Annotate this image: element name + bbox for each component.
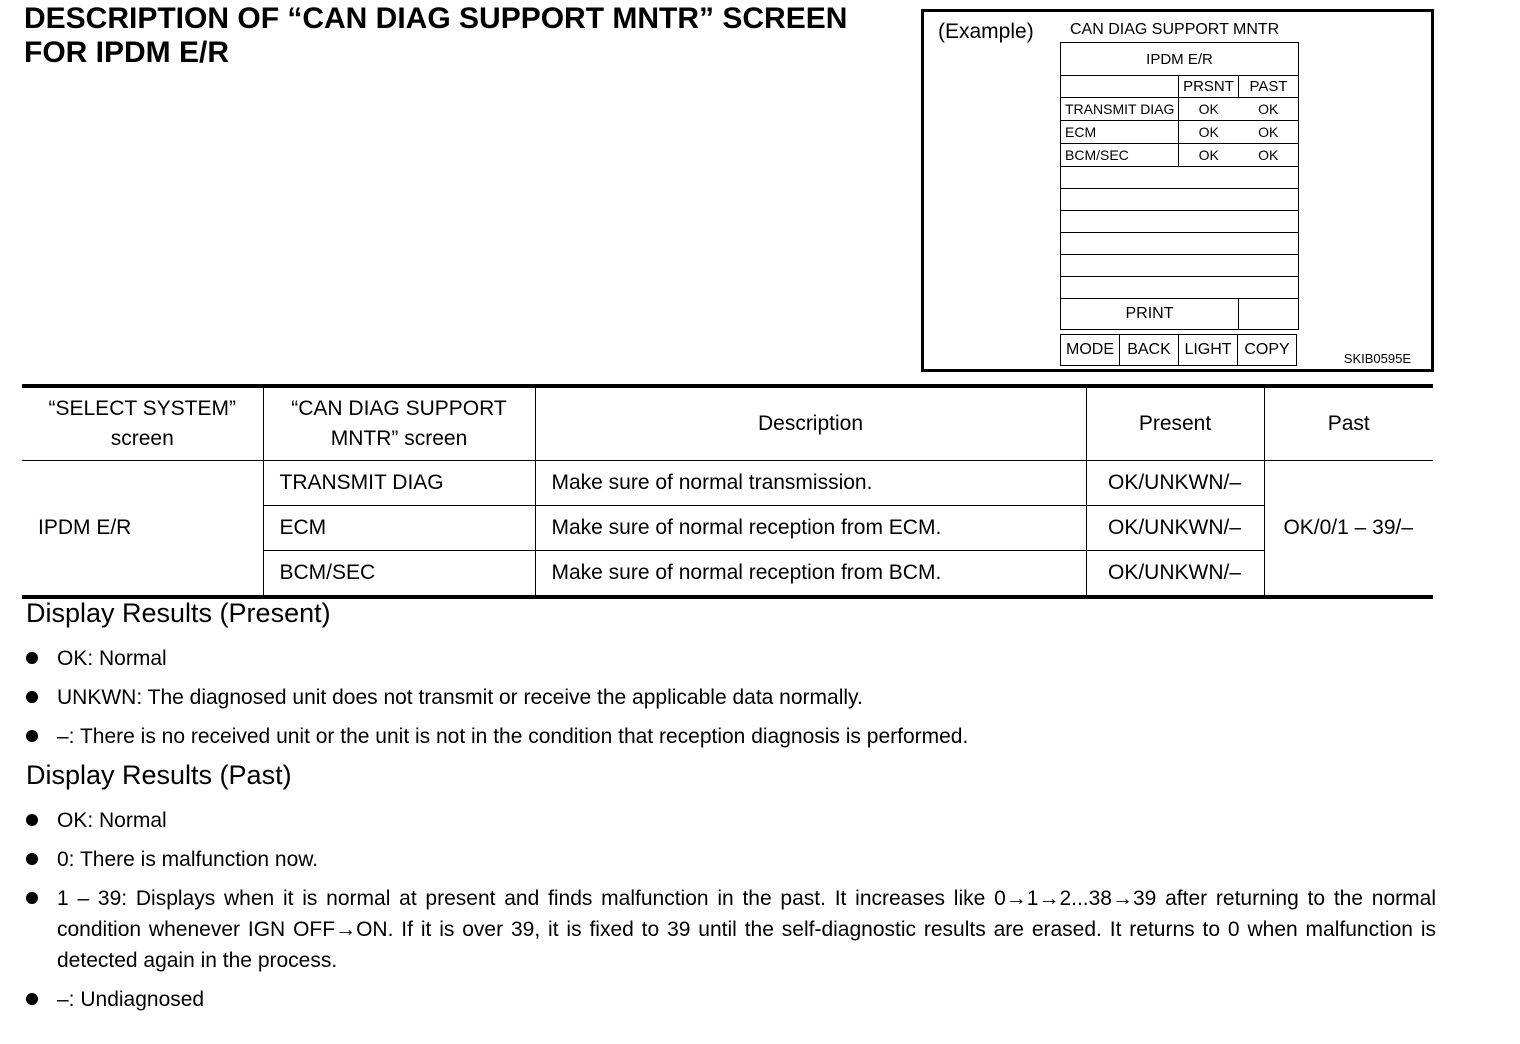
list-item-text: –: There is no received unit or the unit is not in the condition that reception diagnosis is performed. bbox=[57, 725, 969, 748]
list-item bbox=[26, 643, 1436, 674]
description-cell: Make sure of normal transmission. bbox=[535, 461, 1086, 506]
present-cell: OK/UNKWN/– bbox=[1086, 506, 1264, 551]
description-cell: Make sure of normal reception from ECM. bbox=[535, 506, 1086, 551]
title-line-1: DESCRIPTION OF “CAN DIAG SUPPORT MNTR” SCREEN bbox=[24, 2, 848, 35]
example-row-present: OK bbox=[1179, 144, 1239, 167]
example-blank-button bbox=[1239, 299, 1299, 330]
past-section-heading: Display Results (Past) bbox=[26, 760, 292, 790]
example-button-bar bbox=[1060, 334, 1297, 366]
present-results-list bbox=[26, 643, 1436, 760]
present-section-heading: Display Results (Present) bbox=[26, 598, 331, 628]
list-item bbox=[26, 682, 1436, 713]
example-row-name: ECM bbox=[1061, 121, 1179, 144]
bullet-icon bbox=[26, 892, 38, 904]
header-select-system-line1: “SELECT SYSTEM” bbox=[48, 397, 236, 420]
example-back-button: BACK bbox=[1120, 335, 1179, 366]
header-can-diag-line1: “CAN DIAG SUPPORT bbox=[291, 397, 507, 420]
bullet-icon bbox=[26, 652, 38, 664]
list-item bbox=[26, 984, 1436, 1015]
header-can-diag-line2: MNTR” screen bbox=[330, 427, 468, 450]
bullet-icon bbox=[26, 993, 38, 1005]
example-label: (Example) bbox=[938, 20, 1034, 43]
list-item-text: OK: Normal bbox=[57, 809, 167, 832]
header-past: Past bbox=[1264, 386, 1433, 461]
example-copy-button: COPY bbox=[1238, 335, 1297, 366]
example-empty-row bbox=[1061, 189, 1299, 211]
example-empty-row bbox=[1061, 233, 1299, 255]
example-row-past: OK bbox=[1239, 98, 1299, 121]
example-empty-row bbox=[1061, 255, 1299, 277]
list-item bbox=[26, 805, 1436, 836]
example-empty-row bbox=[1061, 211, 1299, 233]
header-description: Description bbox=[535, 386, 1086, 461]
bullet-icon bbox=[26, 853, 38, 865]
list-item-text: 1 – 39: Displays when it is normal at present and finds malfunction in the past. It increases like 0→1→2...38→39 after returning to the normal condition whenever IGN OFF→ON. If it is over 39, it is fixed to 39 until the self-diagnostic results are erased. It returns to 0 when malfunction is detected again in the process. bbox=[57, 887, 1436, 972]
header-select-system-line2: screen bbox=[110, 427, 174, 450]
example-unit-name: IPDM E/R bbox=[1061, 43, 1299, 76]
past-results-list bbox=[26, 805, 1436, 1023]
example-light-button: LIGHT bbox=[1179, 335, 1238, 366]
example-row-past: OK bbox=[1239, 144, 1299, 167]
list-item bbox=[26, 721, 1436, 752]
item-cell: ECM bbox=[263, 506, 535, 551]
item-cell: TRANSMIT DIAG bbox=[263, 461, 535, 506]
example-row-past: OK bbox=[1239, 121, 1299, 144]
example-empty-row bbox=[1061, 167, 1299, 189]
list-item-text: OK: Normal bbox=[57, 647, 167, 670]
list-item-text: UNKWN: The diagnosed unit does not transmit or receive the applicable data normally. bbox=[57, 686, 863, 709]
example-mode-button: MODE bbox=[1061, 335, 1120, 366]
example-screen-title: CAN DIAG SUPPORT MNTR bbox=[1070, 21, 1280, 38]
example-row-present: OK bbox=[1179, 121, 1239, 144]
example-row-name: TRANSMIT DIAG bbox=[1061, 98, 1179, 121]
past-cell: OK/0/1 – 39/– bbox=[1264, 461, 1433, 598]
present-cell: OK/UNKWN/– bbox=[1086, 461, 1264, 506]
example-header-blank bbox=[1061, 76, 1179, 98]
example-col-present: PRSNT bbox=[1179, 76, 1239, 98]
list-item bbox=[26, 883, 1436, 976]
table-row bbox=[22, 461, 1433, 506]
example-print-button: PRINT bbox=[1061, 299, 1239, 330]
list-item-text: 0: There is malfunction now. bbox=[57, 848, 319, 871]
description-table bbox=[22, 384, 1433, 599]
description-cell: Make sure of normal reception from BCM. bbox=[535, 551, 1086, 598]
example-row-name: BCM/SEC bbox=[1061, 144, 1179, 167]
figure-code: SKIB0595E bbox=[1343, 351, 1411, 366]
header-present: Present bbox=[1086, 386, 1264, 461]
bullet-icon bbox=[26, 730, 38, 742]
page-title bbox=[24, 2, 914, 70]
list-item bbox=[26, 844, 1436, 875]
example-empty-row bbox=[1061, 277, 1299, 299]
bullet-icon bbox=[26, 691, 38, 703]
table-header-row bbox=[22, 386, 1433, 461]
list-item-text: –: Undiagnosed bbox=[57, 988, 205, 1011]
header-select-system bbox=[22, 386, 263, 461]
bullet-icon bbox=[26, 814, 38, 826]
example-col-past: PAST bbox=[1239, 76, 1299, 98]
example-screen-figure bbox=[921, 9, 1434, 372]
system-cell: IPDM E/R bbox=[22, 461, 263, 598]
item-cell: BCM/SEC bbox=[263, 551, 535, 598]
present-cell: OK/UNKWN/– bbox=[1086, 551, 1264, 598]
header-can-diag bbox=[263, 386, 535, 461]
example-screen-table bbox=[1060, 42, 1299, 330]
title-line-2: FOR IPDM E/R bbox=[24, 36, 230, 69]
example-row-present: OK bbox=[1179, 98, 1239, 121]
